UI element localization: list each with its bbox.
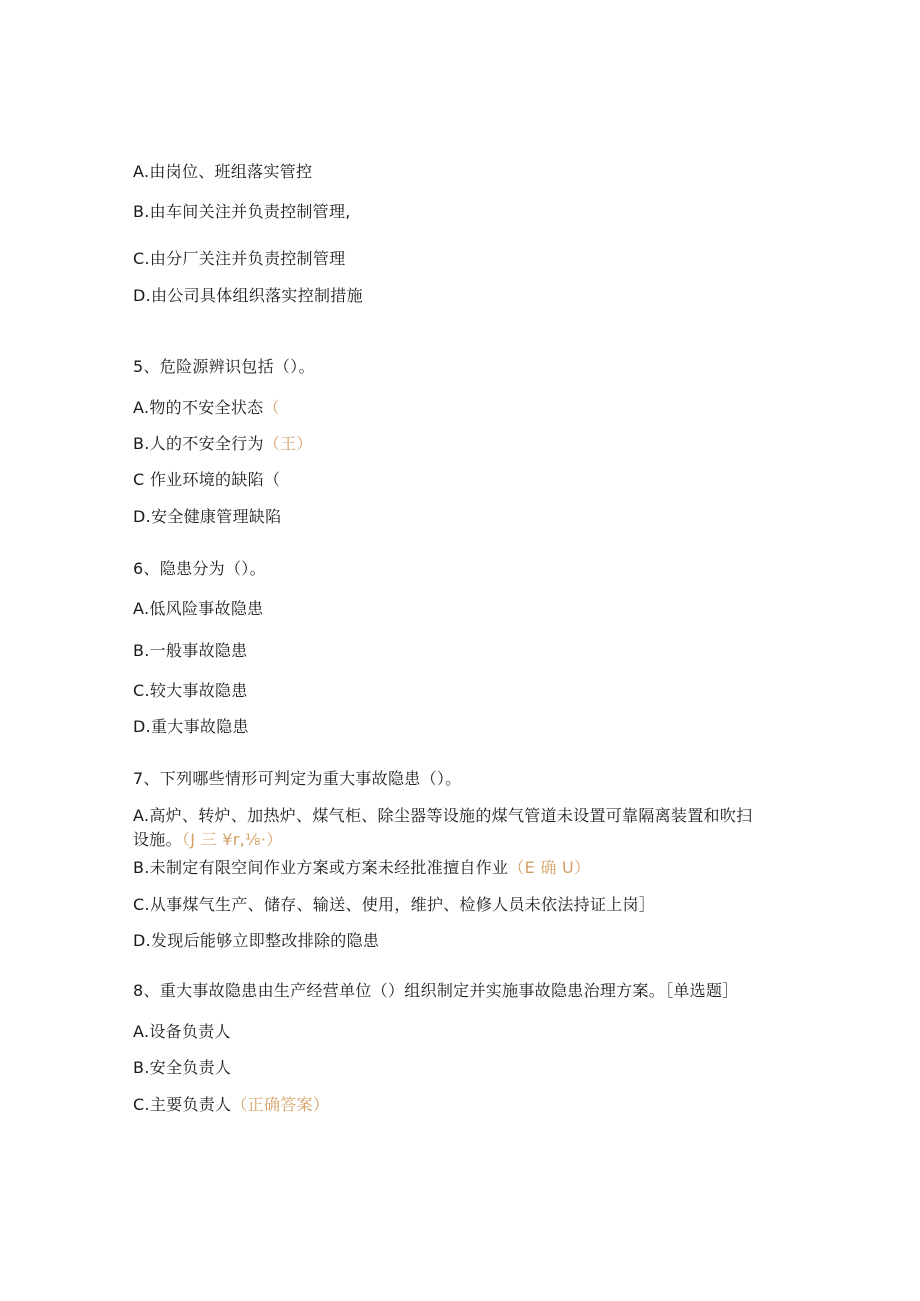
option-text: A.物的不安全状态 (133, 398, 264, 417)
option-text: D.安全健康管理缺陷 (133, 507, 282, 526)
option-text: C 作业环境的缺陷（ (133, 470, 281, 489)
option-line (133, 202, 351, 222)
option-text: 设施。 (133, 830, 182, 849)
option-text: D.重大事故隐患 (133, 717, 249, 736)
answer-mark: （E 确 U） (508, 858, 591, 877)
option-line (133, 806, 752, 826)
question-title (133, 357, 315, 377)
option-text: B.人的不安全行为 (133, 434, 264, 453)
question-title (133, 981, 739, 1001)
question-text: 7、下列哪些情形可判定为重大事故隐患（）。 (133, 769, 462, 788)
option-text: D.发现后能够立即整改排除的隐患 (133, 931, 380, 950)
option-line (133, 162, 312, 182)
option-line (133, 434, 313, 454)
option-line (133, 1095, 329, 1115)
option-line (133, 1022, 231, 1042)
answer-mark: （ (263, 398, 280, 417)
option-text: A.由岗位、班组落实管控 (133, 162, 313, 181)
option-line (133, 681, 248, 701)
question-text: 6、隐患分为（）。 (133, 559, 266, 578)
option-text: D.由公司具体组织落实控制措施 (133, 286, 363, 305)
question-title (133, 769, 461, 789)
option-text: B.安全负责人 (133, 1058, 232, 1077)
option-line (133, 1058, 231, 1078)
answer-mark: （王） (263, 434, 313, 453)
option-line-continuation (133, 830, 283, 850)
option-text: C.由分厂关注并负责控制管理 (133, 249, 346, 268)
option-line (133, 286, 363, 306)
answer-mark: （正确答案） (231, 1095, 330, 1114)
option-line (133, 858, 590, 878)
option-text: A.设备负责人 (133, 1022, 231, 1041)
option-line (133, 507, 281, 527)
option-line (133, 641, 247, 661)
option-line (133, 931, 379, 951)
question-title (133, 559, 266, 579)
question-text: 5、危险源辨识包括（）。 (133, 357, 315, 376)
option-line (133, 249, 345, 269)
option-text: C.较大事故隐患 (133, 681, 248, 700)
option-line (133, 599, 263, 619)
answer-mark: （J 三 ¥r,⅛·） (181, 830, 283, 849)
option-text: A.低风险事故隐患 (133, 599, 264, 618)
option-text: B.一般事故隐患 (133, 641, 248, 660)
option-line (133, 895, 655, 915)
option-text: C.主要负责人 (133, 1095, 232, 1114)
option-text: B.由车间关注并负责控制管理, (133, 202, 351, 221)
option-line (133, 717, 249, 737)
option-line (133, 470, 280, 490)
option-text: A.高炉、转炉、加热炉、煤气柜、除尘器等设施的煤气管道未设置可靠隔离装置和吹扫 (133, 806, 753, 825)
question-text: 8、重大事故隐患由生产经营单位（）组织制定并实施事故隐患治理方案。［单选题］ (133, 981, 739, 1000)
option-text: B.未制定有限空间作业方案或方案未经批准擅自作业 (133, 858, 509, 877)
option-text: C.从事煤气生产、储存、输送、使用，维护、检修人员未依法持证上岗］ (133, 895, 656, 914)
option-line (133, 398, 280, 418)
